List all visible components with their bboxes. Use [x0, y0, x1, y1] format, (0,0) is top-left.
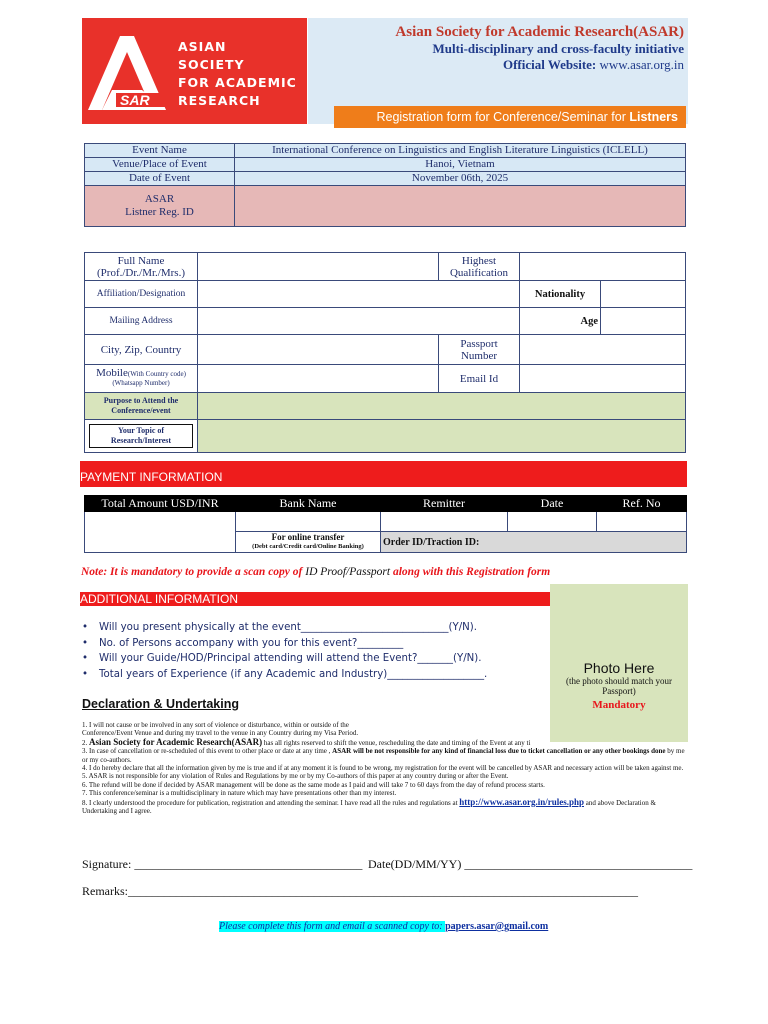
list-item: • Will you present physically at the event_____________________________(Y/N).: [82, 622, 477, 633]
email-link[interactable]: papers.asar@gmail.com: [445, 921, 549, 932]
venue-value: Hanoi, Vietnam: [235, 158, 686, 172]
rule-item: 8. I clearly understood the procedure for publication, registration and attending the seminar. I have read all the rules and regulations at http://www.asar.org.in/rules.php and above Declaration & Undertaking and I agree.: [82, 796, 656, 816]
bank-name-field[interactable]: [236, 512, 381, 532]
qualification-label: Highest Qualification: [439, 253, 520, 281]
payment-table: [84, 495, 687, 553]
online-transfer-label: For online transfer (Debt card/Credit card/Online Banking): [236, 532, 381, 553]
payment-header: Total Amount USD/INR: [85, 496, 236, 512]
passport-field[interactable]: [520, 335, 686, 365]
date-line[interactable]: Date(DD/MM/YY) ______________________________________: [368, 857, 693, 871]
date-field[interactable]: [508, 512, 597, 532]
mandatory-note: Note: It is mandatory to provide a scan copy of ID Proof/Passport along with this Registration form: [81, 566, 551, 578]
topic-label: Your Topic of Research/Interest: [89, 424, 193, 448]
total-amount-field[interactable]: [85, 512, 236, 553]
website-line: Official Website: www.asar.org.in: [502, 57, 684, 72]
photo-box[interactable]: [550, 584, 688, 742]
mailing-label: Mailing Address: [85, 308, 198, 335]
passport-label: Passport Number: [439, 335, 520, 365]
rule-item: 1. I will not cause or be involved in any sort of violence or disturbance, within or outside of the Conference/Event Venue and during my travel to the venue in any Country during my Visa Period.: [82, 721, 359, 738]
venue-label: Venue/Place of Event: [85, 158, 235, 172]
page-subtitle: Multi-disciplinary and cross-faculty initiative: [432, 41, 684, 56]
photo-subtext: (the photo should match your Passport): [566, 676, 672, 696]
rule-item: 4. I do hereby declare that all the information given by me is true and if at any moment it is found to be wrong, my registration for the event will be cancelled by ASAR and necessary action will be taken against me.: [82, 764, 684, 773]
footer-instruction: Please complete this form and email a scanned copy to: papers.asar@gmail.com: [219, 921, 549, 932]
event-name-value: International Conference on Linguistics and English Literature Linguistics (ICLELL): [235, 144, 686, 158]
mailing-field[interactable]: [198, 308, 520, 335]
purpose-field[interactable]: [198, 393, 686, 420]
city-field[interactable]: [198, 335, 439, 365]
additional-list: [82, 620, 487, 682]
rule-item: 3. In case of cancellation or re-scheduled of this event to other place or date at any time , ASAR will be not responsible for any kind of financial loss due to ticket cancellation or any other bookings done by me or my co-authors.: [82, 747, 685, 764]
date-value: November 06th, 2025: [235, 172, 686, 186]
photo-mandatory: Mandatory: [592, 699, 646, 711]
date-label: Date of Event: [85, 172, 235, 186]
topic-label-cell: [85, 420, 198, 453]
qualification-field[interactable]: [520, 253, 686, 281]
affiliation-field[interactable]: [198, 281, 520, 308]
personal-info-table: [84, 252, 686, 453]
logo-text: ASIAN SOCIETY FOR ACADEMIC RESEARCH: [178, 39, 297, 108]
nationality-label: Nationality: [520, 281, 601, 308]
payment-header: Remitter: [381, 496, 508, 512]
payment-header: Date: [508, 496, 597, 512]
rule-item: 6. The refund will be done if decided by ASAR management will be done as the same mode as I paid and will take 7 to 60 days from the day of refund process starts.: [82, 780, 545, 789]
mobile-label: Mobile(With Country code) (Whatsapp Number): [85, 365, 198, 393]
rule-item: 5. ASAR is not responsible for any violation of Rules and Regulations by me or by my Co-authors of this paper at any country during or after the Event.: [82, 772, 509, 781]
payment-section-bar: PAYMENT INFORMATION: [80, 461, 687, 487]
age-label: Age: [520, 308, 601, 335]
payment-header: Ref. No: [597, 496, 687, 512]
additional-section-bar: ADDITIONAL INFORMATION: [80, 592, 550, 606]
reg-id-label: ASAR Listner Reg. ID: [85, 186, 235, 227]
rule-item: 2. Asian Society for Academic Research(ASAR) has all rights reserved to shift the venue, rescheduling the date and timing of the Event at any ti: [82, 736, 531, 747]
remitter-field[interactable]: [381, 512, 508, 532]
email-field[interactable]: [520, 365, 686, 393]
registration-banner: Registration form for Conference/Seminar for Listners: [334, 106, 686, 128]
nationality-field[interactable]: [601, 281, 686, 308]
website-link[interactable]: www.asar.org.in: [599, 57, 684, 72]
event-table: [84, 143, 686, 227]
signature-line[interactable]: Signature: ______________________________________: [82, 857, 363, 871]
order-id-field[interactable]: Order ID/Traction ID:: [381, 532, 687, 553]
remarks-line[interactable]: Remarks:_____________________________________________________________________________________: [82, 884, 638, 898]
full-name-label: Full Name (Prof./Dr./Mr./Mrs.): [85, 253, 198, 281]
list-item: • Total years of Experience (if any Academic and Industry)___________________.: [82, 668, 488, 680]
page-title: Asian Society for Academic Research(ASAR): [395, 24, 684, 40]
affiliation-label: Affiliation/Designation: [85, 281, 198, 308]
logo-mark: SAR: [120, 92, 150, 108]
declaration-title: Declaration & Undertaking: [82, 697, 239, 711]
topic-field[interactable]: [198, 420, 686, 453]
email-label: Email Id: [439, 365, 520, 393]
rules-link[interactable]: http://www.asar.org.in/rules.php: [459, 796, 584, 807]
rule-item: 7. This conference/seminar is a multidisciplinary in nature which may have presentations other than my interest.: [82, 789, 397, 798]
mobile-field[interactable]: [198, 365, 439, 393]
payment-header: Bank Name: [236, 496, 381, 512]
list-item: • Will your Guide/HOD/Principal attending will attend the Event?_______(Y/N).: [82, 653, 482, 664]
event-name-label: Event Name: [85, 144, 235, 158]
full-name-field[interactable]: [198, 253, 439, 281]
ref-no-field[interactable]: [597, 512, 687, 532]
city-label: City, Zip, Country: [85, 335, 198, 365]
photo-title: Photo Here: [583, 660, 655, 676]
declaration-rules: [82, 721, 692, 815]
age-field[interactable]: [601, 308, 686, 335]
purpose-label: Purpose to Attend the Conference/event: [85, 393, 198, 420]
reg-id-field[interactable]: [235, 186, 686, 227]
list-item: • No. of Persons accompany with you for this event?_________: [82, 637, 404, 649]
